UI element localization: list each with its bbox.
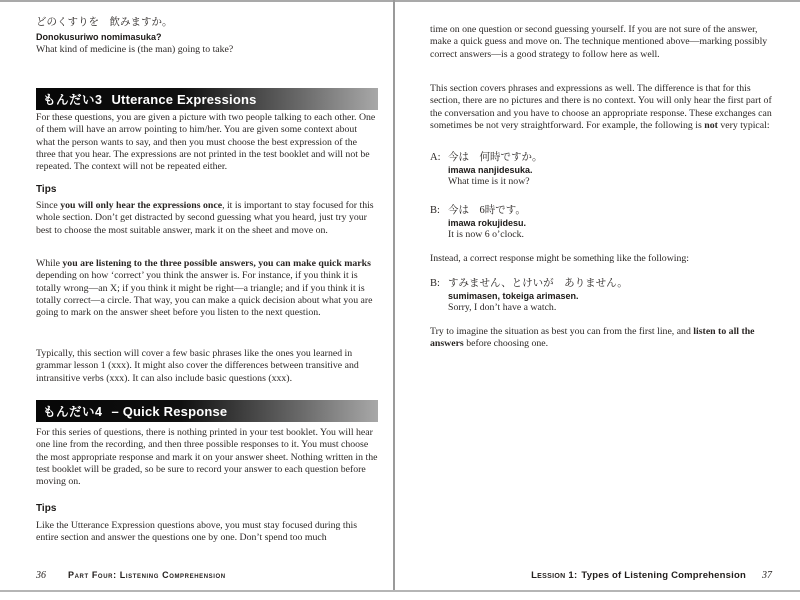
left-page	[36, 0, 378, 600]
left-footer-running-title: Part Four: Listening Comprehension	[68, 570, 226, 580]
right-page-footer	[430, 570, 772, 581]
example-romaji-line: Donokusuriwo nomimasuka?	[36, 32, 162, 42]
left-page-footer	[36, 570, 378, 581]
right-footer-lesson-label: Lession 1:	[531, 570, 578, 581]
section4-tip-paragraph-1: Like the Utterance Expression questions above, you must stay focused during this entire section and answer the questions one by one. Don’t spend too much	[36, 520, 358, 544]
dialogue-japanese: 今は 6時です。	[448, 205, 526, 216]
dialogue-english: It is now 6 o’clock.	[448, 229, 524, 240]
right-footer-running-title: Types of Listening Comprehension	[581, 570, 746, 581]
section3-tip-paragraph-3: Typically, this section will cover a few basic phrases like the ones you learned in grammar lesson 1 (xxx). It might also cover the differences between transitive and intransitive verbs (xxx). It can also include basic questions (xxx).	[36, 348, 359, 384]
right-page-number: 37	[762, 570, 772, 581]
dialogue-example-b-atypical	[430, 204, 772, 241]
right-paragraph-3: Try to imagine the situation as best you can from the first line, and listen to all the answers before choosing one.	[430, 326, 755, 350]
instead-paragraph: Instead, a correct response might be something like the following:	[430, 253, 690, 264]
dialogue-romaji: imawa rokujidesu.	[448, 218, 527, 228]
right-page	[430, 0, 772, 600]
dialogue-romaji: sumimasen, tokeiga arimasen.	[448, 291, 579, 301]
section-header-japanese: もんだい3	[43, 93, 103, 107]
right-paragraph-2: This section covers phrases and expressions as well. The difference is that for this section, there are no pictures and there is no context. You will only hear the first part of the conversation and you have to choose an appropriate response. These exchanges can sometimes be not very straightforward. For example, the following is not very typical:	[430, 83, 772, 131]
section-header-quick-response	[36, 400, 378, 422]
section-header-english: Utterance Expressions	[111, 91, 257, 107]
dialogue-example-b-correct	[430, 277, 772, 314]
page-gutter-rule	[393, 0, 395, 592]
dialogue-japanese: 今は 何時ですか。	[448, 152, 543, 163]
section4-tips-heading: Tips	[36, 503, 57, 514]
section-header-japanese: もんだい4	[43, 405, 103, 419]
section-header-english: – Quick Response	[111, 403, 228, 419]
dialogue-romaji: imawa nanjidesuka.	[448, 165, 533, 175]
dialogue-example-a	[430, 151, 772, 188]
section-header-utterance-expressions	[36, 88, 378, 110]
dialogue-english: What time is it now?	[448, 176, 530, 187]
dialogue-speaker-label: B:	[430, 205, 440, 216]
example-english-line: What kind of medicine is (the man) going to take?	[36, 44, 234, 55]
dialogue-english: Sorry, I don’t have a watch.	[448, 302, 557, 313]
right-paragraph-1: time on one question or second guessing yourself. If you are not sure of the answer, make a quick guess and move on. The technique mentioned above—marking possibly correct answers—is a good strategy to follow here as well.	[430, 24, 768, 60]
example-japanese-line: どのくすりを 飲みますか。	[36, 17, 173, 28]
dialogue-speaker-label: A:	[430, 152, 441, 163]
left-page-number: 36	[36, 570, 46, 581]
section4-intro-paragraph: For this series of questions, there is nothing printed in your test booklet. You will hear one line from the recording, and then three possible responses to it. You must choose the most appropriate response and mark it on your answer sheet. Nothing written in the test booklet will be graded, so be sure to record your answer to each question before moving on.	[36, 427, 378, 488]
dialogue-japanese: すみません、とけいが ありません。	[448, 278, 628, 289]
section3-tip-paragraph-1: Since you will only hear the expressions once, it is important to stay focused for this whole section. Don’t get distracted by second guessing what you heard, just try your best to choose the most suitable answer, mark it on the sheet and move on.	[36, 200, 374, 236]
dialogue-speaker-label: B:	[430, 278, 440, 289]
section3-intro-paragraph: For these questions, you are given a picture with two people talking to each other. One of them will have an arrow pointing to him/her. You are given some context about what the person wants to say, and then you must choose the best expression of the three that you hear. The expressions are not printed in the test booklet and will not be repeated. The context will not be repeated either.	[36, 112, 376, 173]
section3-tips-heading: Tips	[36, 184, 57, 195]
section3-tip-paragraph-2: While you are listening to the three possible answers, you can make quick marks depending on how ‘correct’ you think the answer is. For instance, if you think it is totally wrong—an X; if you think it might be right—a triangle; and if you think it is totally correct—a circle. That way, you can make a quick decision about what you are going to mark on the answer sheet before you listen to the next question.	[36, 258, 373, 319]
